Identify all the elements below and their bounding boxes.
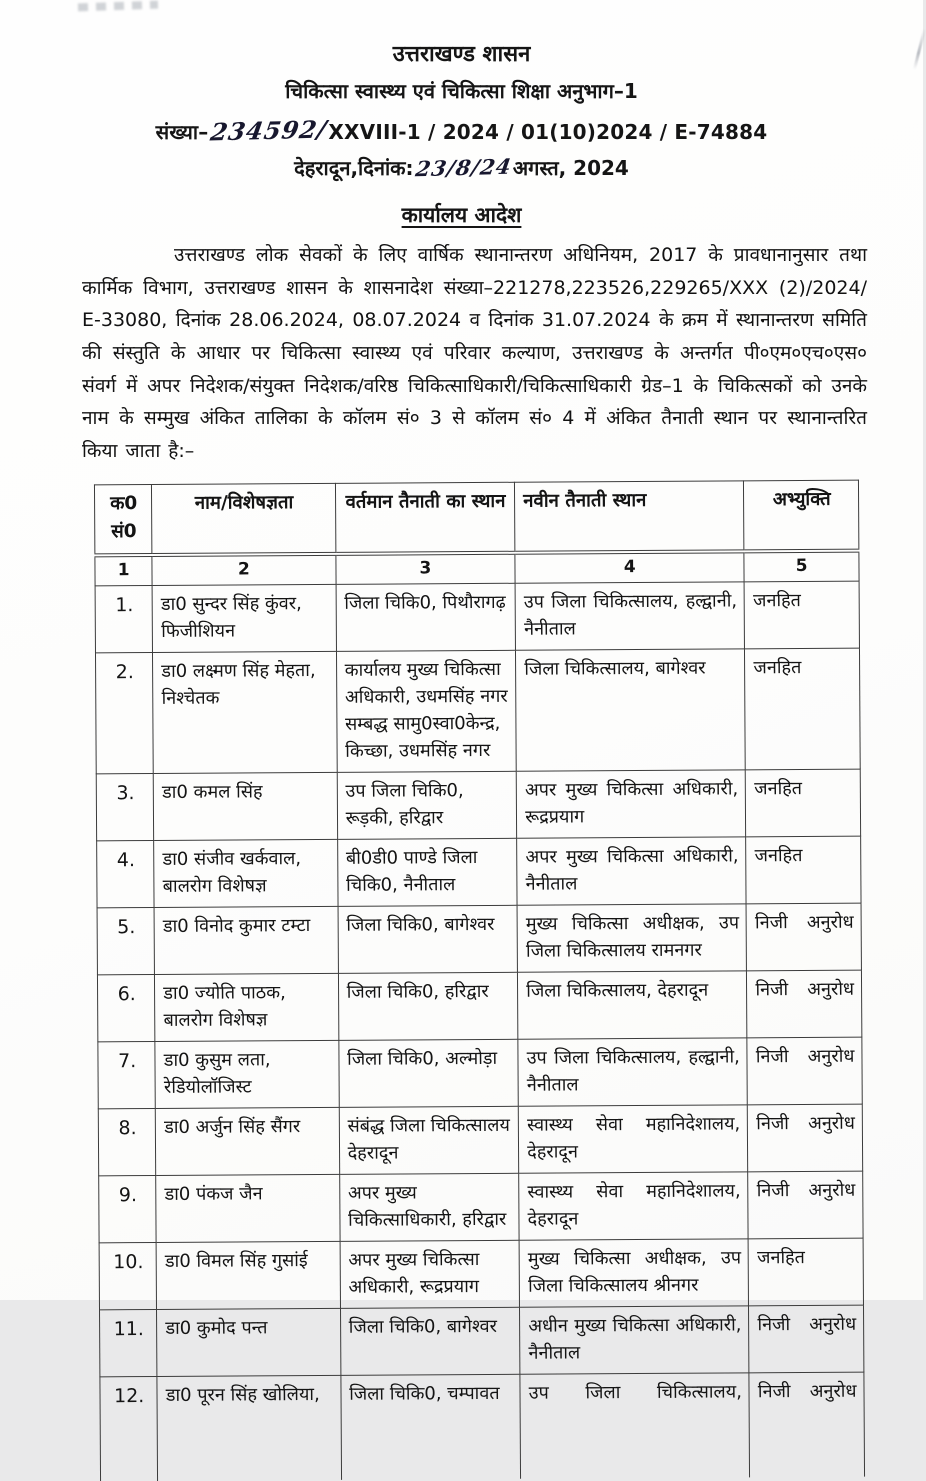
cell-current: जिला चिकि0, पिथौरागढ़	[336, 582, 516, 650]
cell-new_place: स्वास्थ्य सेवा महानिदेशालय, देहरादून	[519, 1171, 749, 1239]
cell-new_place: जिला चिकित्सालय, बागेश्वर	[516, 648, 746, 770]
cell-sn: 8.	[98, 1108, 156, 1175]
cell-sn: 7.	[98, 1041, 156, 1108]
header-current: वर्तमान तैनाती का स्थान	[335, 482, 515, 553]
date-suffix: अगस्त, 2024	[512, 156, 629, 181]
cell-sn: 11.	[100, 1309, 158, 1376]
government-title: उत्तराखण्ड शासन	[392, 42, 531, 67]
cell-sn: 5.	[97, 907, 155, 974]
cell-new_place: मुख्य चिकित्सा अधीक्षक, उप जिला चिकित्सालय रामनगर	[517, 903, 747, 971]
cell-sn: 1.	[95, 585, 153, 652]
cell-current: उप जिला चिकि0, रूड़की, हरिद्वार	[337, 770, 517, 838]
cell-new_place: जिला चिकित्सालय, देहरादून	[518, 970, 748, 1038]
cell-remark: निजी अनुरोध	[748, 1103, 863, 1171]
cell-name: डा0 पूरन सिंह खोलिया,	[157, 1374, 341, 1480]
header-row	[94, 480, 858, 555]
table-row	[97, 902, 861, 974]
cell-sn: 12.	[100, 1376, 158, 1481]
cell-sn: 2.	[95, 652, 153, 773]
table-row	[99, 1237, 863, 1309]
cell-new_place: अपर मुख्य चिकित्सा अधिकारी, रूद्रप्रयाग	[516, 769, 746, 837]
cell-name: डा0 पंकज जैन	[156, 1173, 340, 1241]
table-row	[100, 1371, 865, 1481]
table-row	[98, 1036, 862, 1108]
cell-remark: निजी अनुरोध	[747, 1036, 862, 1104]
cell-name: डा0 कमल सिंह	[154, 771, 338, 839]
header-serial: क0 सं0	[94, 484, 152, 554]
reference-number-line	[0, 112, 923, 149]
cell-current: जिला चिकि0, बागेश्वर	[340, 1306, 520, 1374]
col-number: 1	[95, 554, 152, 585]
cell-current: संबंद्ध जिला चिकित्सालय देहरादून	[339, 1105, 519, 1173]
cell-remark: निजी अनुरोध	[749, 1371, 864, 1477]
cell-current: जिला चिकि0, अल्मोड़ा	[339, 1038, 519, 1106]
date-prefix: देहरादून,दिनांक:	[294, 156, 414, 181]
ref-rest: XXVIII-1 / 2024 / 01(10)2024 / E-74884	[328, 120, 768, 145]
cell-remark: निजी अनुरोध	[748, 1170, 863, 1238]
cell-remark: जनहित	[745, 647, 860, 769]
cell-new_place: स्वास्थ्य सेवा महानिदेशालय, देहरादून	[518, 1104, 748, 1172]
cell-sn: 3.	[96, 773, 154, 840]
cell-current: अपर मुख्य चिकित्सा अधिकारी, रूद्रप्रयाग	[340, 1239, 520, 1307]
cell-current: कार्यालय मुख्य चिकित्सा अधिकारी, उधमसिंह नगर सम्बद्ध सामु0स्वा0केन्द्र, किच्छा, उधमसिंह नगर	[336, 649, 516, 771]
cell-current: जिला चिकि0, चम्पावत	[341, 1373, 521, 1479]
table-row	[96, 768, 860, 840]
cell-name: डा0 संजीव खर्कवाल, बालरोग विशेषज्ञ	[154, 838, 338, 906]
handwritten-ref-number: 234592/	[209, 114, 330, 147]
cell-current: अपर मुख्य चिकित्साधिकारी, हरिद्वार	[339, 1172, 519, 1240]
col-number: 4	[515, 550, 744, 582]
order-title: कार्यालय आदेश	[401, 202, 522, 227]
body-paragraph: उत्तराखण्ड लोक सेवकों के लिए वार्षिक स्थानान्तरण अधिनियम, 2017 के प्रावधानानुसार तथा कार्मिक विभाग, उत्तराखण्ड शासन के शासनादेश संख्या–221278,223526,229265/XXX (2)/2024/ E-33080, दिनांक 28.06.2024, 08.07.2024 व दिनांक 31.07.2024 के क्रम में स्थानान्तरण समिति की संस्तुति के आधार पर चिकित्सा स्वास्थ्य एवं परिवार कल्याण, उत्तराखण्ड के अन्तर्गत पी०एम०एच०एस० संवर्ग में अपर निदेशक/संयुक्त निदेशक/वरिष्ठ चिकित्साधिकारी/चिकित्साधिकारी ग्रेड–1 के चिकित्सकों को उनके नाम के सम्मुख अंकित तालिका के कॉलम सं० 3 से कॉलम सं० 4 में अंकित तैनाती स्थान पर स्थानान्तरित किया जाता है:–	[82, 243, 867, 462]
cell-remark: निजी अनुरोध	[747, 969, 862, 1037]
col-number: 2	[152, 553, 336, 585]
table-body	[95, 580, 864, 1481]
header-new-posting: नवीन तैनाती स्थान	[515, 480, 745, 551]
cell-remark: जनहित	[748, 1237, 863, 1305]
cell-remark: निजी अनुरोध	[749, 1304, 864, 1372]
cell-sn: 4.	[97, 840, 155, 907]
cell-new_place: अपर मुख्य चिकित्सा अधिकारी, नैनीताल	[517, 836, 747, 904]
cell-new_place: उप जिला चिकित्सालय, हल्द्वानी, नैनीताल	[515, 581, 745, 649]
column-number-row	[95, 550, 859, 585]
cell-sn: 10.	[99, 1242, 157, 1309]
cell-remark: जनहित	[746, 835, 861, 903]
cell-name: डा0 विमल सिंह गुसांई	[156, 1240, 340, 1308]
table-row	[100, 1304, 864, 1376]
cell-name: डा0 लक्ष्मण सिंह मेहता, निश्चेतक	[153, 650, 337, 772]
col-number: 5	[744, 550, 859, 581]
table-row	[95, 647, 860, 773]
ref-prefix: संख्या–	[155, 120, 209, 145]
table-header	[94, 480, 859, 585]
header-name: नाम/विशेषज्ञता	[152, 483, 336, 554]
transfer-table-wrapper	[94, 479, 865, 1481]
col-number: 3	[336, 552, 516, 584]
document-header	[0, 0, 923, 185]
cell-current: जिला चिकि0, हरिद्वार	[338, 971, 518, 1039]
department-title: चिकित्सा स्वास्थ्य एवं चिकित्सा शिक्षा अनुभाग–1	[285, 79, 638, 104]
cell-remark: निजी अनुरोध	[746, 902, 861, 970]
cell-new_place: अधीन मुख्य चिकित्सा अधिकारी, नैनीताल	[520, 1305, 750, 1373]
date-line	[0, 152, 923, 185]
cell-name: डा0 ज्योति पाठक, बालरोग विशेषज्ञ	[155, 972, 339, 1040]
cell-name: डा0 विनोद कुमार टम्टा	[154, 905, 338, 973]
cell-new_place: मुख्य चिकित्सा अधीक्षक, उप जिला चिकित्सालय श्रीनगर	[519, 1238, 749, 1306]
cell-sn: 6.	[97, 974, 155, 1041]
cell-name: डा0 सुन्दर सिंह कुंवर, फिजीशियन	[152, 583, 336, 651]
table-row	[95, 580, 859, 652]
cell-name: डा0 अर्जुन सिंह सैंगर	[156, 1106, 340, 1174]
cell-current: जिला चिकि0, बागेश्वर	[338, 904, 518, 972]
cell-remark: जनहित	[744, 580, 859, 648]
transfer-table	[94, 479, 865, 1481]
cell-name: डा0 कुमोद पन्त	[157, 1307, 341, 1375]
cell-remark: जनहित	[746, 768, 861, 836]
table-row	[99, 1170, 863, 1242]
cell-sn: 9.	[99, 1175, 157, 1242]
cell-name: डा0 कुसुम लता, रेडियोलॉजिस्ट	[155, 1039, 339, 1107]
table-row	[97, 835, 861, 907]
table-row	[98, 1103, 862, 1175]
table-row	[97, 969, 861, 1041]
cell-current: बी0डी0 पाण्डे जिला चिकि0, नैनीताल	[337, 837, 517, 905]
handwritten-date: 23/8/24	[413, 154, 514, 182]
cell-new_place: उप जिला चिकित्सालय, हल्द्वानी, नैनीताल	[518, 1037, 748, 1105]
cell-new_place: उप जिला चिकित्सालय,	[520, 1372, 750, 1478]
header-remarks: अभ्युक्ति	[744, 480, 859, 551]
